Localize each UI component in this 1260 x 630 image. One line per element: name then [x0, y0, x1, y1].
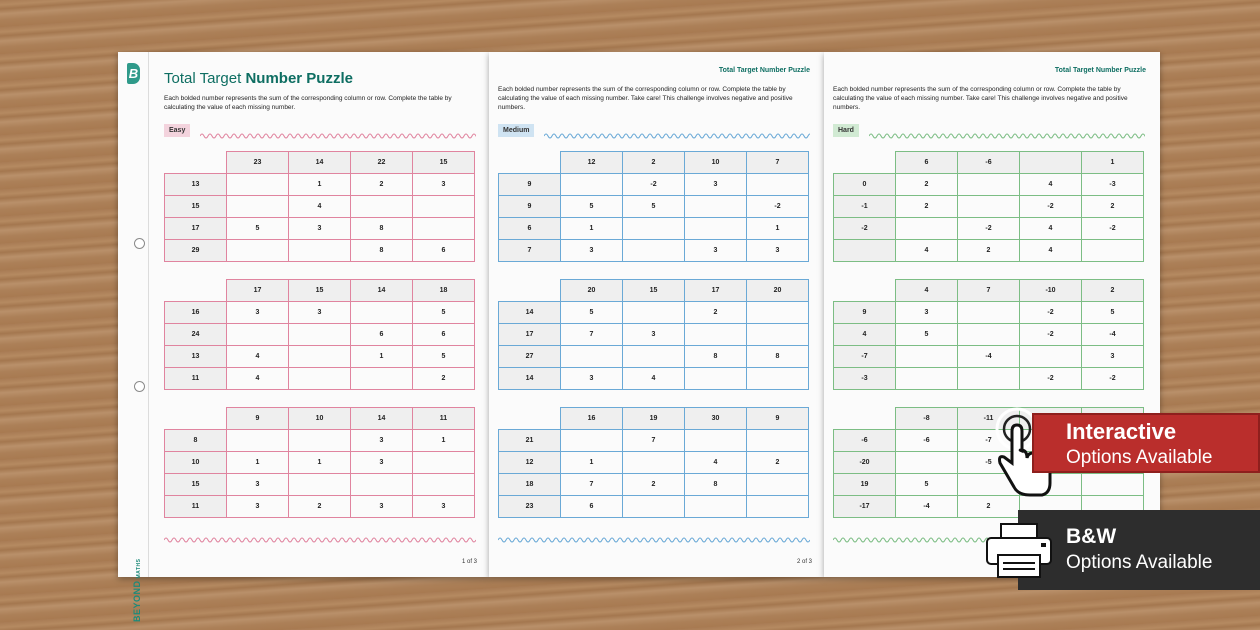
level-label: Hard — [833, 124, 859, 137]
answer-cell[interactable] — [747, 496, 809, 518]
answer-cell[interactable] — [623, 218, 685, 240]
answer-cell[interactable] — [227, 324, 289, 346]
answer-cell[interactable]: 2 — [623, 474, 685, 496]
row-target: 17 — [165, 218, 227, 240]
wavy-divider — [200, 132, 476, 140]
answer-cell[interactable]: -3 — [1082, 174, 1144, 196]
answer-cell[interactable]: 3 — [1082, 346, 1144, 368]
answer-cell[interactable] — [896, 218, 958, 240]
page-number: 2 of 3 — [797, 559, 813, 565]
answer-cell[interactable]: 5 — [623, 196, 685, 218]
beyond-logo: B — [127, 63, 140, 84]
row-target: -1 — [834, 196, 896, 218]
answer-cell[interactable] — [685, 196, 747, 218]
answer-cell[interactable]: -2 — [1020, 196, 1082, 218]
answer-cell[interactable]: -6 — [896, 430, 958, 452]
answer-cell[interactable] — [1082, 240, 1144, 262]
column-target: 16 — [561, 408, 623, 430]
puzzle-grid — [498, 279, 809, 390]
column-target: 15 — [289, 280, 351, 302]
answer-cell[interactable] — [351, 196, 413, 218]
column-target: -6 — [958, 152, 1020, 174]
corner-cell — [499, 408, 561, 430]
column-target: 15 — [413, 152, 475, 174]
instructions: Each bolded number represents the sum of the corresponding column or row. Complete the table by calculating the value of each missing number. — [164, 95, 452, 111]
instructions: Each bolded number represents the sum of the corresponding column or row. Complete the table by calculating the value of each missing number. Take care! This challenge involves negative and positive numbers. — [833, 86, 1128, 111]
answer-cell[interactable] — [561, 174, 623, 196]
row-target: 6 — [499, 218, 561, 240]
answer-cell[interactable] — [747, 430, 809, 452]
answer-cell[interactable]: 3 — [289, 302, 351, 324]
answer-cell[interactable]: 3 — [227, 302, 289, 324]
column-target: 14 — [289, 152, 351, 174]
row-target: 13 — [165, 174, 227, 196]
answer-cell[interactable]: 5 — [896, 324, 958, 346]
column-target: 14 — [351, 408, 413, 430]
column-target: 9 — [747, 408, 809, 430]
row-target: 16 — [165, 302, 227, 324]
column-target: 19 — [623, 408, 685, 430]
answer-cell[interactable]: 3 — [561, 240, 623, 262]
brand-wordmark: BEYONDMATHS — [132, 558, 142, 622]
level-label: Medium — [498, 124, 534, 137]
answer-cell[interactable]: 5 — [561, 302, 623, 324]
wavy-divider — [544, 132, 810, 140]
answer-cell[interactable] — [747, 174, 809, 196]
answer-cell[interactable]: 8 — [747, 346, 809, 368]
row-target: 24 — [165, 324, 227, 346]
puzzle-grid — [833, 279, 1144, 390]
row-target: 10 — [165, 452, 227, 474]
answer-cell[interactable]: 4 — [227, 346, 289, 368]
answer-cell[interactable]: 3 — [747, 240, 809, 262]
column-target: 17 — [685, 280, 747, 302]
answer-cell[interactable]: 6 — [561, 496, 623, 518]
puzzle-grid — [164, 279, 475, 390]
answer-cell[interactable]: -4 — [958, 346, 1020, 368]
answer-cell[interactable]: 5 — [413, 302, 475, 324]
answer-cell[interactable]: 3 — [561, 368, 623, 390]
answer-cell[interactable] — [289, 368, 351, 390]
answer-cell[interactable]: 3 — [351, 430, 413, 452]
column-target: 15 — [623, 280, 685, 302]
column-target: 2 — [623, 152, 685, 174]
answer-cell[interactable]: -2 — [1082, 368, 1144, 390]
answer-cell[interactable]: -2 — [1020, 302, 1082, 324]
answer-cell[interactable]: -4 — [1082, 324, 1144, 346]
answer-cell[interactable] — [685, 496, 747, 518]
answer-cell[interactable]: 6 — [413, 324, 475, 346]
answer-cell[interactable]: 8 — [351, 218, 413, 240]
answer-cell[interactable]: 5 — [1082, 302, 1144, 324]
puzzle-grid — [498, 151, 809, 262]
column-target: 23 — [227, 152, 289, 174]
row-target: 4 — [834, 324, 896, 346]
answer-cell[interactable]: 4 — [623, 368, 685, 390]
answer-cell[interactable]: 5 — [561, 196, 623, 218]
column-target: 22 — [351, 152, 413, 174]
column-target: 10 — [289, 408, 351, 430]
corner-cell — [165, 152, 227, 174]
answer-cell[interactable]: 2 — [351, 174, 413, 196]
column-target: -10 — [1020, 280, 1082, 302]
answer-cell[interactable] — [351, 368, 413, 390]
column-target: 18 — [413, 280, 475, 302]
answer-cell[interactable] — [958, 174, 1020, 196]
brand-strip — [118, 52, 149, 622]
row-target: 23 — [499, 496, 561, 518]
corner-cell — [499, 152, 561, 174]
column-target: 1 — [1082, 152, 1144, 174]
answer-cell[interactable]: 3 — [623, 324, 685, 346]
running-title: Total Target Number Puzzle — [718, 67, 810, 74]
answer-cell[interactable]: 2 — [896, 196, 958, 218]
row-target: 11 — [165, 496, 227, 518]
row-target: 12 — [499, 452, 561, 474]
corner-cell — [834, 152, 896, 174]
binder-hole — [134, 381, 145, 392]
answer-cell[interactable] — [958, 324, 1020, 346]
answer-cell[interactable]: 5 — [227, 218, 289, 240]
answer-cell[interactable] — [623, 302, 685, 324]
answer-cell[interactable]: 1 — [227, 452, 289, 474]
answer-cell[interactable]: 6 — [413, 240, 475, 262]
puzzle-grid — [164, 151, 475, 262]
column-target: 9 — [227, 408, 289, 430]
answer-cell[interactable] — [623, 452, 685, 474]
worksheet-title: Total Target Number Puzzle — [164, 70, 353, 87]
answer-cell[interactable] — [413, 196, 475, 218]
row-target: -3 — [834, 368, 896, 390]
answer-cell[interactable] — [289, 240, 351, 262]
column-target: 7 — [958, 280, 1020, 302]
row-target: -7 — [834, 346, 896, 368]
answer-cell[interactable]: -2 — [958, 218, 1020, 240]
level-label: Easy — [164, 124, 190, 137]
row-target: 18 — [499, 474, 561, 496]
answer-cell[interactable]: 5 — [413, 346, 475, 368]
row-target: 14 — [499, 368, 561, 390]
answer-cell[interactable] — [561, 346, 623, 368]
row-target: 14 — [499, 302, 561, 324]
answer-cell[interactable]: -2 — [1082, 218, 1144, 240]
answer-cell[interactable] — [747, 368, 809, 390]
instructions: Each bolded number represents the sum of the corresponding column or row. Complete the table by calculating the value of each missing number. Take care! This challenge involves negative and positive numbers. — [498, 86, 793, 111]
row-target: 9 — [499, 196, 561, 218]
corner-cell — [834, 280, 896, 302]
column-target: 4 — [896, 280, 958, 302]
answer-cell[interactable]: 2 — [958, 240, 1020, 262]
answer-cell[interactable] — [289, 346, 351, 368]
column-target: 20 — [561, 280, 623, 302]
answer-cell[interactable]: -2 — [1020, 368, 1082, 390]
row-target: 9 — [499, 174, 561, 196]
answer-cell[interactable] — [747, 302, 809, 324]
column-target: 11 — [413, 408, 475, 430]
answer-cell[interactable]: 4 — [685, 452, 747, 474]
answer-cell[interactable] — [896, 452, 958, 474]
column-target: 2 — [1082, 280, 1144, 302]
row-target: 15 — [165, 196, 227, 218]
answer-cell[interactable] — [289, 474, 351, 496]
running-title: Total Target Number Puzzle — [1054, 67, 1146, 74]
answer-cell[interactable]: 3 — [413, 174, 475, 196]
answer-cell[interactable]: -2 — [747, 196, 809, 218]
answer-cell[interactable] — [747, 324, 809, 346]
answer-cell[interactable]: 1 — [351, 346, 413, 368]
answer-cell[interactable] — [958, 196, 1020, 218]
answer-cell[interactable] — [685, 430, 747, 452]
interactive-options-badge[interactable] — [1032, 413, 1260, 473]
answer-cell[interactable]: 7 — [561, 474, 623, 496]
answer-cell[interactable] — [351, 474, 413, 496]
answer-cell[interactable]: 7 — [623, 430, 685, 452]
row-target: 27 — [499, 346, 561, 368]
answer-cell[interactable]: 8 — [685, 474, 747, 496]
column-target: 20 — [747, 280, 809, 302]
row-target — [834, 240, 896, 262]
wavy-divider — [869, 132, 1145, 140]
answer-cell[interactable]: 3 — [351, 496, 413, 518]
row-target: 11 — [165, 368, 227, 390]
answer-cell[interactable] — [413, 452, 475, 474]
column-target: 10 — [685, 152, 747, 174]
answer-cell[interactable] — [227, 430, 289, 452]
answer-cell[interactable] — [413, 474, 475, 496]
printer-icon — [983, 520, 1055, 580]
answer-cell[interactable] — [685, 368, 747, 390]
answer-cell[interactable] — [289, 430, 351, 452]
answer-cell[interactable]: 1 — [289, 452, 351, 474]
answer-cell[interactable]: 2 — [958, 496, 1020, 518]
answer-cell[interactable] — [227, 196, 289, 218]
answer-cell[interactable] — [561, 430, 623, 452]
row-target: 8 — [165, 430, 227, 452]
answer-cell[interactable]: 3 — [351, 452, 413, 474]
answer-cell[interactable] — [227, 240, 289, 262]
answer-cell[interactable] — [958, 302, 1020, 324]
badge-title: Interactive — [1066, 419, 1177, 444]
answer-cell[interactable] — [1082, 474, 1144, 496]
column-target: -8 — [896, 408, 958, 430]
column-target: 12 — [561, 152, 623, 174]
answer-cell[interactable]: -5 — [958, 452, 1020, 474]
binder-hole — [134, 238, 145, 249]
answer-cell[interactable]: 1 — [561, 218, 623, 240]
answer-cell[interactable]: 3 — [413, 496, 475, 518]
answer-cell[interactable]: 2 — [413, 368, 475, 390]
row-target: 19 — [834, 474, 896, 496]
answer-cell[interactable]: 6 — [351, 324, 413, 346]
row-target: -20 — [834, 452, 896, 474]
puzzle-grid — [498, 407, 809, 518]
answer-cell[interactable]: 2 — [685, 302, 747, 324]
answer-cell[interactable]: 4 — [1020, 218, 1082, 240]
answer-cell[interactable]: 1 — [289, 174, 351, 196]
answer-cell[interactable]: 3 — [685, 174, 747, 196]
answer-cell[interactable]: 2 — [747, 452, 809, 474]
answer-cell[interactable] — [1020, 346, 1082, 368]
answer-cell[interactable]: -4 — [896, 496, 958, 518]
row-target: -17 — [834, 496, 896, 518]
answer-cell[interactable]: 2 — [896, 174, 958, 196]
answer-cell[interactable]: 4 — [1020, 240, 1082, 262]
corner-cell — [499, 280, 561, 302]
answer-cell[interactable]: 2 — [1082, 196, 1144, 218]
worksheet-page-2 — [489, 52, 824, 577]
answer-cell[interactable] — [289, 324, 351, 346]
answer-cell[interactable]: 8 — [685, 346, 747, 368]
answer-cell[interactable] — [623, 496, 685, 518]
answer-cell[interactable]: -2 — [623, 174, 685, 196]
answer-cell[interactable]: 3 — [289, 218, 351, 240]
badge-subtitle: Options Available — [1066, 552, 1213, 573]
column-target — [1020, 152, 1082, 174]
answer-cell[interactable]: 7 — [561, 324, 623, 346]
answer-cell[interactable]: 1 — [561, 452, 623, 474]
answer-cell[interactable]: -2 — [1020, 324, 1082, 346]
column-target: 14 — [351, 280, 413, 302]
corner-cell — [165, 280, 227, 302]
column-target: 6 — [896, 152, 958, 174]
answer-cell[interactable] — [747, 474, 809, 496]
puzzle-grid — [164, 407, 475, 518]
column-target: -11 — [958, 408, 1020, 430]
answer-cell[interactable]: 3 — [227, 496, 289, 518]
row-target: 17 — [499, 324, 561, 346]
answer-cell[interactable]: 4 — [289, 196, 351, 218]
answer-cell[interactable]: 3 — [685, 240, 747, 262]
corner-cell — [165, 408, 227, 430]
answer-cell[interactable]: 4 — [896, 240, 958, 262]
row-target: -6 — [834, 430, 896, 452]
page-number: 1 of 3 — [462, 559, 478, 565]
row-target: 21 — [499, 430, 561, 452]
puzzle-grid — [833, 151, 1144, 262]
badge-title: B&W — [1066, 525, 1117, 548]
answer-cell[interactable]: 1 — [413, 430, 475, 452]
answer-cell[interactable] — [896, 346, 958, 368]
badge-subtitle: Options Available — [1066, 447, 1213, 468]
worksheet-page-1 — [118, 52, 489, 622]
row-target: 29 — [165, 240, 227, 262]
answer-cell[interactable]: 3 — [227, 474, 289, 496]
answer-cell[interactable]: 4 — [1020, 174, 1082, 196]
row-target: 9 — [834, 302, 896, 324]
answer-cell[interactable] — [351, 302, 413, 324]
column-target: 17 — [227, 280, 289, 302]
answer-cell[interactable] — [958, 368, 1020, 390]
answer-cell[interactable]: 3 — [896, 302, 958, 324]
answer-cell[interactable] — [896, 368, 958, 390]
wavy-divider — [498, 536, 810, 544]
answer-cell[interactable]: 8 — [351, 240, 413, 262]
answer-cell[interactable] — [623, 240, 685, 262]
answer-cell[interactable] — [685, 218, 747, 240]
answer-cell[interactable] — [227, 174, 289, 196]
answer-cell[interactable]: 4 — [227, 368, 289, 390]
column-target: 7 — [747, 152, 809, 174]
answer-cell[interactable] — [413, 218, 475, 240]
answer-cell[interactable] — [623, 346, 685, 368]
answer-cell[interactable]: 5 — [896, 474, 958, 496]
row-target: -2 — [834, 218, 896, 240]
corner-cell — [834, 408, 896, 430]
row-target: 13 — [165, 346, 227, 368]
answer-cell[interactable]: -7 — [958, 430, 1020, 452]
row-target: 0 — [834, 174, 896, 196]
answer-cell[interactable]: 2 — [289, 496, 351, 518]
row-target: 7 — [499, 240, 561, 262]
answer-cell[interactable]: 1 — [747, 218, 809, 240]
column-target: 30 — [685, 408, 747, 430]
row-target: 15 — [165, 474, 227, 496]
wavy-divider — [164, 536, 476, 544]
answer-cell[interactable] — [685, 324, 747, 346]
